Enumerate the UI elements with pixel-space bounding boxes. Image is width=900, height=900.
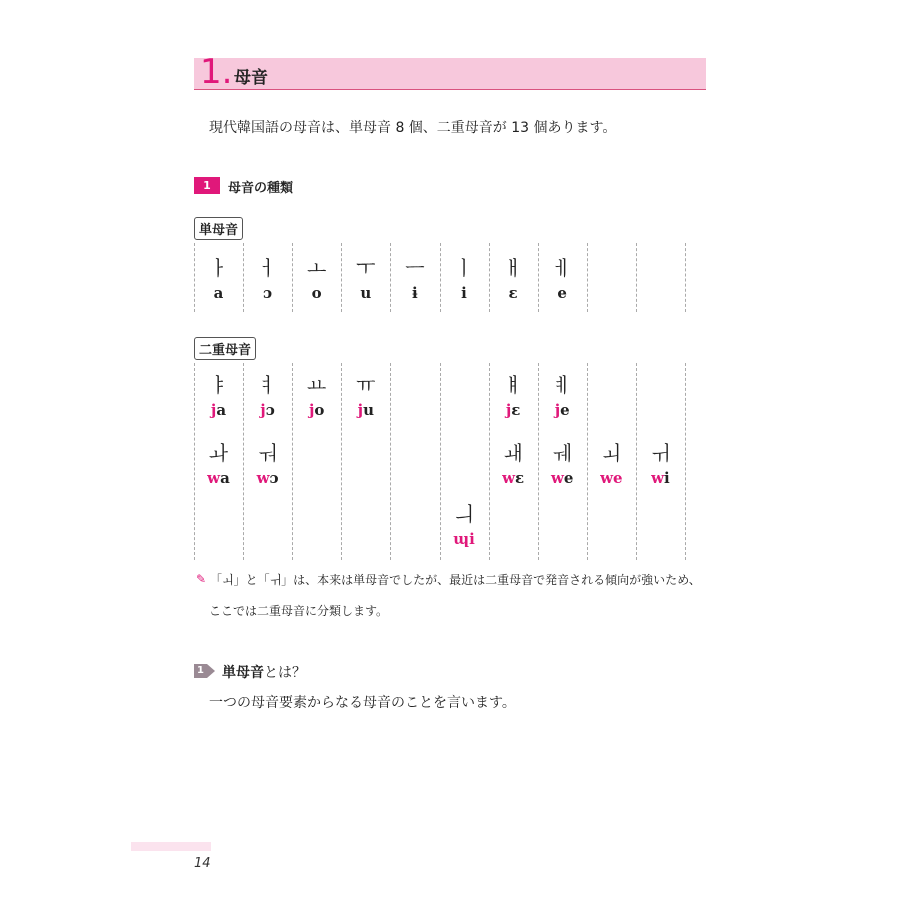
vowel-cell xyxy=(243,256,292,303)
romanization-glide: w xyxy=(502,469,515,487)
note-line-1: 「ㅚ」と「ㅟ」は、本来は単母音でしたが、最近は二重母音で発音される傾向が強いため、 xyxy=(210,573,701,587)
romanization-glide: j xyxy=(554,401,561,419)
vowel-cell xyxy=(538,256,587,303)
vowel-cell xyxy=(341,256,390,303)
hangul-vowel: ㅖ xyxy=(552,373,572,397)
romanization-glide: we xyxy=(600,469,623,487)
romanization-glide: j xyxy=(505,401,512,419)
topic-title-rest: とは？ xyxy=(264,665,306,681)
topic-body: 一つの母音要素からなる母音のことを言います。 xyxy=(209,695,516,711)
monophthong-label: 単母音 xyxy=(194,217,243,240)
romanization-vowel: i xyxy=(664,469,670,487)
romanization-glide: w xyxy=(207,469,221,487)
vowel-cell xyxy=(440,502,489,549)
romanization: ɛ xyxy=(508,284,518,302)
romanization-vowel: e xyxy=(563,469,574,487)
hangul-vowel: ㅔ xyxy=(552,256,572,280)
hangul-vowel: ㅕ xyxy=(257,373,278,397)
romanization: ɔ xyxy=(263,284,273,302)
vowel-cell xyxy=(341,373,390,420)
romanization-vowel: ɛ xyxy=(511,401,521,419)
hangul-vowel: ㅡ xyxy=(405,256,425,280)
column-divider xyxy=(587,243,588,312)
vowel-cell xyxy=(440,256,489,303)
vowel-cell xyxy=(489,373,538,420)
hangul-vowel: ㅒ xyxy=(503,373,523,397)
hangul-vowel: ㅞ xyxy=(552,441,572,465)
romanization-vowel: ɔ xyxy=(269,469,279,487)
vowel-cell xyxy=(292,373,341,420)
hangul-vowel: ㅜ xyxy=(356,256,376,280)
subsection-title: 母音の種類 xyxy=(228,181,294,196)
hangul-vowel: ㅐ xyxy=(503,256,523,280)
subsection-badge: 1 xyxy=(194,177,220,194)
romanization-glide: j xyxy=(210,401,217,419)
vowel-cell xyxy=(243,441,292,488)
romanization-vowel: a xyxy=(216,401,227,419)
hangul-vowel: ㅛ xyxy=(307,373,327,397)
topic-title xyxy=(222,662,306,682)
romanization-glide: ɰi xyxy=(453,530,475,548)
hangul-vowel: ㅣ xyxy=(454,256,474,280)
romanization-glide: j xyxy=(260,401,266,419)
hangul-vowel: ㅢ xyxy=(454,502,474,526)
romanization-glide: w xyxy=(651,469,664,487)
romanization-glide: j xyxy=(308,401,315,419)
romanization-vowel: e xyxy=(560,401,570,419)
vowel-cell xyxy=(636,441,685,488)
vowel-cell xyxy=(194,441,243,488)
vowel-cell xyxy=(390,256,439,303)
romanization: i xyxy=(461,284,467,302)
romanization-vowel: a xyxy=(220,469,230,487)
column-divider xyxy=(636,243,637,312)
hangul-vowel: ㅏ xyxy=(208,256,229,280)
hangul-vowel: ㅚ xyxy=(601,441,621,465)
vowel-cell xyxy=(292,256,341,303)
vowel-cell xyxy=(587,441,636,488)
vowel-cell xyxy=(194,373,243,420)
hangul-vowel: ㅟ xyxy=(650,441,671,465)
hangul-vowel: ㅠ xyxy=(356,373,376,397)
vowel-cell xyxy=(538,441,587,488)
vowel-cell xyxy=(194,256,243,303)
romanization-glide: w xyxy=(550,469,564,487)
romanization-vowel: ɛ xyxy=(514,469,525,487)
topic-arrow-icon xyxy=(207,664,215,678)
hangul-vowel: ㅗ xyxy=(307,256,327,280)
column-divider xyxy=(685,363,686,560)
note-line-2: ここでは二重母音に分類します。 xyxy=(209,604,389,618)
vowel-cell xyxy=(489,441,538,488)
hangul-vowel: ㅑ xyxy=(208,373,229,397)
section-number: 1. xyxy=(200,52,233,92)
topic-badge: 1 xyxy=(194,664,207,678)
diphthong-label: 二重母音 xyxy=(194,337,256,360)
romanization: ɨ xyxy=(412,284,418,302)
romanization: e xyxy=(557,284,567,302)
note-icon: ✎ xyxy=(196,572,207,586)
hangul-vowel: ㅘ xyxy=(208,441,229,465)
vowel-cell xyxy=(489,256,538,303)
romanization: a xyxy=(213,284,224,302)
hangul-vowel: ㅙ xyxy=(503,441,523,465)
section-title: 母音 xyxy=(234,68,268,88)
romanization: u xyxy=(360,284,372,302)
vowel-cell xyxy=(538,373,587,420)
hangul-vowel: ㅝ xyxy=(257,441,278,465)
romanization-glide: w xyxy=(256,469,270,487)
romanization-vowel: o xyxy=(314,401,325,419)
column-divider xyxy=(685,243,686,312)
hangul-vowel: ㅓ xyxy=(257,256,278,280)
romanization: o xyxy=(311,284,322,302)
section-heading xyxy=(194,52,706,92)
footer-bar xyxy=(131,842,211,851)
page-number: 14 xyxy=(194,856,211,871)
topic-title-bold: 単母音 xyxy=(222,665,264,681)
intro-text: 現代韓国語の母音は、単母音 8 個、二重母音が 13 個あります。 xyxy=(209,120,617,136)
romanization-glide: j xyxy=(357,401,364,419)
romanization-vowel: u xyxy=(363,401,374,419)
column-divider xyxy=(390,363,391,560)
romanization-vowel: ɔ xyxy=(265,401,275,419)
vowel-cell xyxy=(243,373,292,420)
